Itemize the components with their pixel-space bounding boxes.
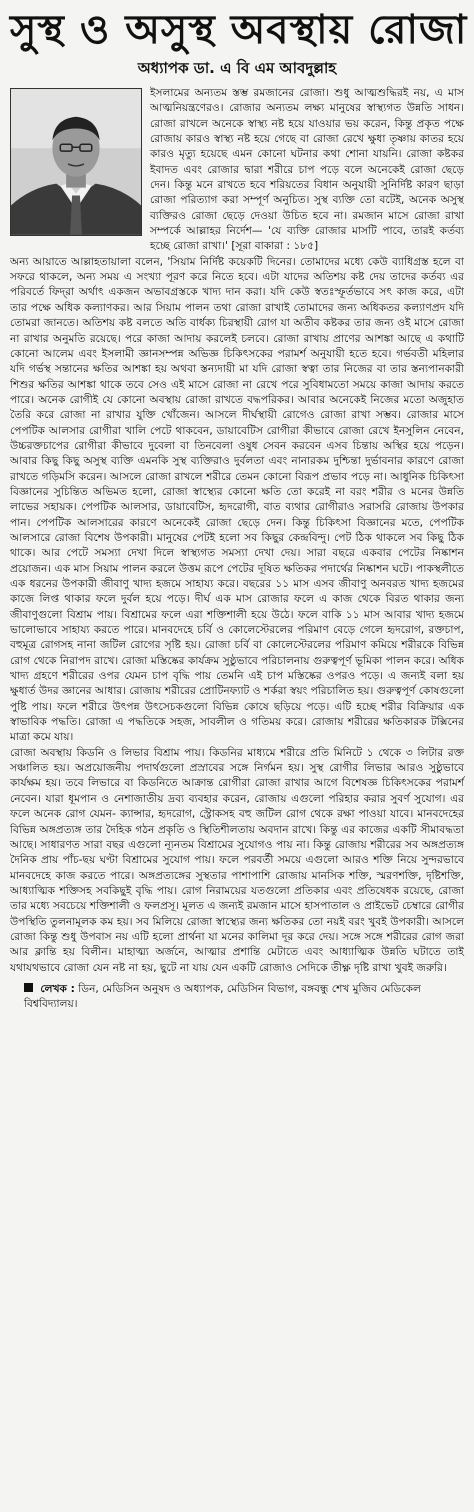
headline: সুস্থ ও অসুস্থ অবস্থায় রোজা <box>10 6 468 53</box>
paragraph: অন্য আয়াতে আল্লাহতায়ালা বলেন, 'সিয়াম নির্দিষ্ট কয়েকটি দিনের। তোমাদের মধ্যে কেউ ব্যাধিগ্রস্ত হলে বা সফরে থাকলে, অন্য সময় এ সংখ্যা পূরণ করে নিতে হবে। এটা যাদের অতিশয় কষ্ট দেয় তাদের কর্তব্য এর পরিবর্তে ফিদ্‌রা অর্থাৎ একজন অভাবগ্রস্তকে খাদ্য দান করা। যদি কেউ স্বতঃস্ফূর্তভাবে সৎ কাজ করে, এটা তার পক্ষে অধিক কল্যাণকর। আর সিয়াম পালন তথা রোজা রাখাই তোমাদের জন্য অধিকতর কল্যাণপ্রদ যদি তোমরা জানতে। অতিশয় কষ্ট বলতে অতি বার্ধক্য চিরস্থায়ী রোগ যা অতীব কষ্টকর তার জন্য ওই মাসে রোজা না রাখার অনুমতি রয়েছে। পরে কাজা আদায় করলেই চলবে। রোজা রাখায় প্রাণের আশঙ্কা আছে এ কথাটি কোনো আলেম এবং ইসলামী জ্ঞানসম্পন্ন অভিজ্ঞ চিকিৎসকের পরামর্শ অনুযায়ী হতে হবে। গর্ভবতী মহিলার যদি গর্ভস্থ সন্তানের ক্ষতির আশঙ্কা হয় অথবা স্তন্যদায়ী মা যদি রোজা স্বত্বা তার নিজের বা তার স্তন্যপানকারী শিশুর ক্ষতির আশঙ্কা থাকে তবে সেও এই মাসে রোজা না রেখে পরে সুবিধামতো সময়ে কাজা আদায় করতে পারে। অনেক রোগীই যে কোনো অবস্থায় রোজা রাখতে বদ্ধপরিকর। আবার অনেকেই নিজের মতো অজুহাত তৈরি করে রোজা না রাখার যুক্তি খোঁজেন। আসলে দীর্ঘস্থায়ী রোগেও রোজা রাখা সম্ভব। রোজার মাসে পেপটিক আলসার রোগীরা খালি পেটে থাকবেন, ডায়াবেটিস রোগীরা কীভাবে রোজা রেখে ইনসুলিন নেবেন, উচ্চরক্তচাপের রোগীরা কীভাবে দুবেলা বা তিনবেলা ওষুধ সেবন করবেন এসব চিন্তায় অস্থির হয়ে পড়েন। আবার কিছু কিছু অসুস্থ ব্যক্তি এমনকি সুস্থ ব্যক্তিরাও দুর্বলতা এবং নানারকম দুশ্চিন্তা দুর্ভাবনার কারণে রোজা রাখতে গড়িমসি করেন। আসলে রোজা রাখলে শরীরে তেমন কোনো বিরূপ প্রভাব পড়ে না। আধুনিক চিকিৎসা বিজ্ঞানের সুচিন্তিত অভিমত হলো, রোজা স্বাস্থ্যের কোনো ক্ষতি তো করেই না বরং শরীর ও মনের উন্নতি লাভের সহায়ক। পেপটিক আলসার, ডায়াবেটিস, হৃদরোগী, বাত ব্যথার রোগীরাও সরাসরি রোজায় উপকার পান। পেপটিক আলসারের কারণে অনেকেই রোজা ছেড়ে দেন। কিন্তু চিকিৎসা বিজ্ঞানের মতে, পেপটিক আলসারে রোজা বিশেষ উপকারী। মানুষের পেটই হলো সব কিছুর কেন্দ্রবিন্দু। পেট ঠিক থাকলে সব কিছু ঠিক থাকে। আর পেটে সমস্যা দেখা দিলে স্বাস্থ্যগত সমস্যা দেখা দেয়। সারা বছরে একবার পেটের নিষ্কাশন প্রয়োজন। এক মাস সিয়াম পালন করলে উত্তম রূপে পেটের দূষিত ক্ষতিকর পদার্থের নিষ্কাশন ঘটে। পাকস্থলীতে এক ধরনের উপকারী জীবাণু খাদ্য হজমে সাহায্য করে। বছরের ১১ মাস এসব জীবাণু অনবরত খাদ্য হজমের কাজে লিপ্ত থাকার ফলে দুর্বল হয়ে পড়ে। দীর্ঘ এক মাস রোজার ফলে এ কাজ থেকে বিরত থাকার জন্য জীবাণুগুলো বিশ্রাম পায়। বিশ্রামের ফলে এরা শক্তিশালী হয়ে উঠে। ফলে বাকি ১১ মাস আবার খাদ্য হজমে ভালোভাবে সাহায্য করতে পারে। মানবদেহে চর্বি ও কোলেস্টেরলের পরিমাণ বেড়ে গেলে হৃদরোগ, রক্তচাপ, বহুমূত্র রোগসহ নানা জটিল রোগের সৃষ্টি হয়। রোজা চর্বি বা কোলেস্টেরলের পরিমাণ কমিয়ে শরীরকে বিভিন্ন রোগ থেকে নিরাপদ রাখে। রোজা মস্তিষ্কের কার্যক্রম সুষ্ঠুভাবে পরিচালনায় গুরুত্বপূর্ণ ভূমিকা পালন করে। অধিক খাদ্য গ্রহণে শরীরের ওপর যেমন চাপ বৃদ্ধি পায় তেমনি এই চাপ মস্তিষ্কের ওপরও পড়ে। এ জন্যই বলা হয় ক্ষুধার্ত উদর জ্ঞানের আধার। রোজায় শরীরের প্রোটিনফ্যাট ও শর্করা স্বয়ং পরিচালিত হয়। গুরুত্বপূর্ণ কোষগুলো পুষ্টি পায়। ফলে শরীরে উৎপন্ন উৎসেচকগুলো বিভিন্ন কোষে ছড়িয়ে পড়ে। এটি হচ্ছে শরীর বিক্রিয়ার এক স্বাভাবিক পদ্ধতি। রোজা এ পদ্ধতিকে সহজ, সাবলীল ও গতিময় করে। রোজায় শরীরের ক্ষতিকারক টক্সিনের মাত্রা কমে যায়। <box>10 255 465 744</box>
author-note-label: লেখক : <box>40 982 75 995</box>
author-note <box>10 982 464 1013</box>
paragraph: রোজা অবস্থায় কিডনি ও লিভার বিশ্রাম পায়। কিডনির মাধ্যমে শরীরে প্রতি মিনিটে ১ থেকে ৩ লিটার রক্ত সঞ্চালিত হয়। অপ্রয়োজনীয় পদার্থগুলো প্রস্রাবের সঙ্গে নির্গমন হয়। সুস্থ রোগীর লিভার আরও সুষ্ঠুভাবে কার্যক্ষম হয়। তবে লিভারে বা কিডনিতে আক্রান্ত রোগীরা রোজা রাখার আগে বিশেষজ্ঞ চিকিৎসকের পরামর্শ নেবেন। যারা ধূমপান ও নেশাজাতীয় দ্রব্য ব্যবহার করেন, রোজায় এগুলো পরিহার করার সুবর্ণ সুযোগ। এর ফলে অনেক রোগ যেমন- ক্যান্সার, হৃদরোগ, স্ট্রোকসহ বহু জটিল রোগ থেকে রক্ষা পাওয়া যাবে। মানবদেহের বিভিন্ন অঙ্গপ্রত্যঙ্গ তার দৈহিক গঠন প্রকৃতি ও স্থিতিশীলতায় অবদান রাখে। কিন্তু এর কাজের একটি সীমাবদ্ধতা আছে। সাধারণত সারা বছর এগুলো ন্যূনতম বিশ্রামের সুযোগও পায় না। কিন্তু রোজায় শরীরের সব অঙ্গপ্রত্যঙ্গ দৈনিক প্রায় পাঁচ-ছয় ঘণ্টা বিশ্রামের সুযোগ পায়। ফলে পরবর্তী সময়ে এগুলো আরও শক্তি নিয়ে সুন্দরভাবে মানবদেহে কাজ করতে পারে। অঙ্গপ্রত্যঙ্গের সুস্থতার পাশাপাশি রোজায় মানসিক শক্তি, স্মরণশক্তি, দৃষ্টিশক্তি, আধ্যাত্মিক শক্তিসহ সবকিছুই বৃদ্ধি পায়। রোগ নিরাময়ের যতগুলো প্রতিকার এবং প্রতিষেধক রয়েছে, রোজা তার মধ্যে সবচেয়ে শক্তিশালী ও ফলপ্রসূ। মূলত এ জন্যই রমজান মাসে হাসপাতাল ও প্রাইভেট চেম্বারে রোগীর উপস্থিতি তুলনামূলক কম হয়। সব মিলিয়ে রোজা স্বাস্থ্যের জন্য ক্ষতিকর তো নয়ই বরং খুবই উপকারী। আসলে রোজা কিন্তু শুধু উপবাস নয় এটি হলো প্রার্থনা যা মনের কালিমা দূর করে দেয়। সঙ্গে সঙ্গে শরীরের রোগ জরা আর ক্লান্তি হয় বিলীন। মাহাত্ম্য অর্জনে, আত্মার প্রশান্তি মেটাতে এবং আধ্যাত্মিক উন্নতি ঘটাতে তাই যথাযথভাবে রোজা যেন নষ্ট না হয়, ছুটে না যায় যেন একটি রোজাও সেদিকে তীক্ষ্ণ দৃষ্টি রাখা খুবই জরুরি। <box>10 746 464 974</box>
article-body <box>10 86 464 976</box>
byline: অধ্যাপক ডা. এ বি এম আবদুল্লাহ <box>137 59 337 77</box>
author-portrait-icon <box>10 88 142 236</box>
square-bullet-icon <box>24 983 33 992</box>
author-note-text: ডিন, মেডিসিন অনুষদ ও অধ্যাপক, মেডিসিন বিভাগ, বঙ্গবন্ধু শেখ মুজিব মেডিকেল বিশ্ববিদ্যালয়। <box>24 982 421 1011</box>
paragraph: ইসলামের অন্যতম স্তম্ভ রমজানের রোজা। শুধু আত্মশুদ্ধিরই নয়, এ মাস আত্মনিয়ন্ত্রণেরও। রোজার অন্যতম লক্ষ্য মানুষের স্বাস্থ্যগত উন্নতি সাধন। রোজা রাখলে অনেকে স্বাস্থ্য নষ্ট হয়ে যাওয়ার ভয় করেন, কিন্তু প্রকৃত পক্ষে রোজায় কারও স্বাস্থ্য নষ্ট হয়ে গেছে বা রোজা রেখে ক্ষুধা তৃষ্ণায় কাতর হয়ে কারও মৃত্যু হয়েছে এমন কোনো ঘটনার কথা শোনা যায়নি। রোজা কষ্টকর ইবাদত এবং রোজার দ্বারা শরীরে চাপ পড়ে বলে অনেকেই রোজা ছেড়ে দেন। কিন্তু মনে রাখতে হবে শরিয়তের বিধান অনুযায়ী সুনির্দিষ্ট কারণ ছাড়া রোজা পরিত্যাগ করা সম্পূর্ণ অনুচিত। সুস্থ ব্যক্তি তো বটেই, অনেক অসুস্থ ব্যক্তিরও রোজা ছেড়ে দেওয়া উচিত হবে না। রমজান মাসে রোজা রাখা সম্পর্কে আল্লাহর নির্দেশ— 'যে ব্যক্তি রোজার মাসটি পাবে, তারই কর্তব্য হচ্ছে রোজা রাখা।' [সূরা বাকারা : ১৮৫] <box>150 87 464 253</box>
